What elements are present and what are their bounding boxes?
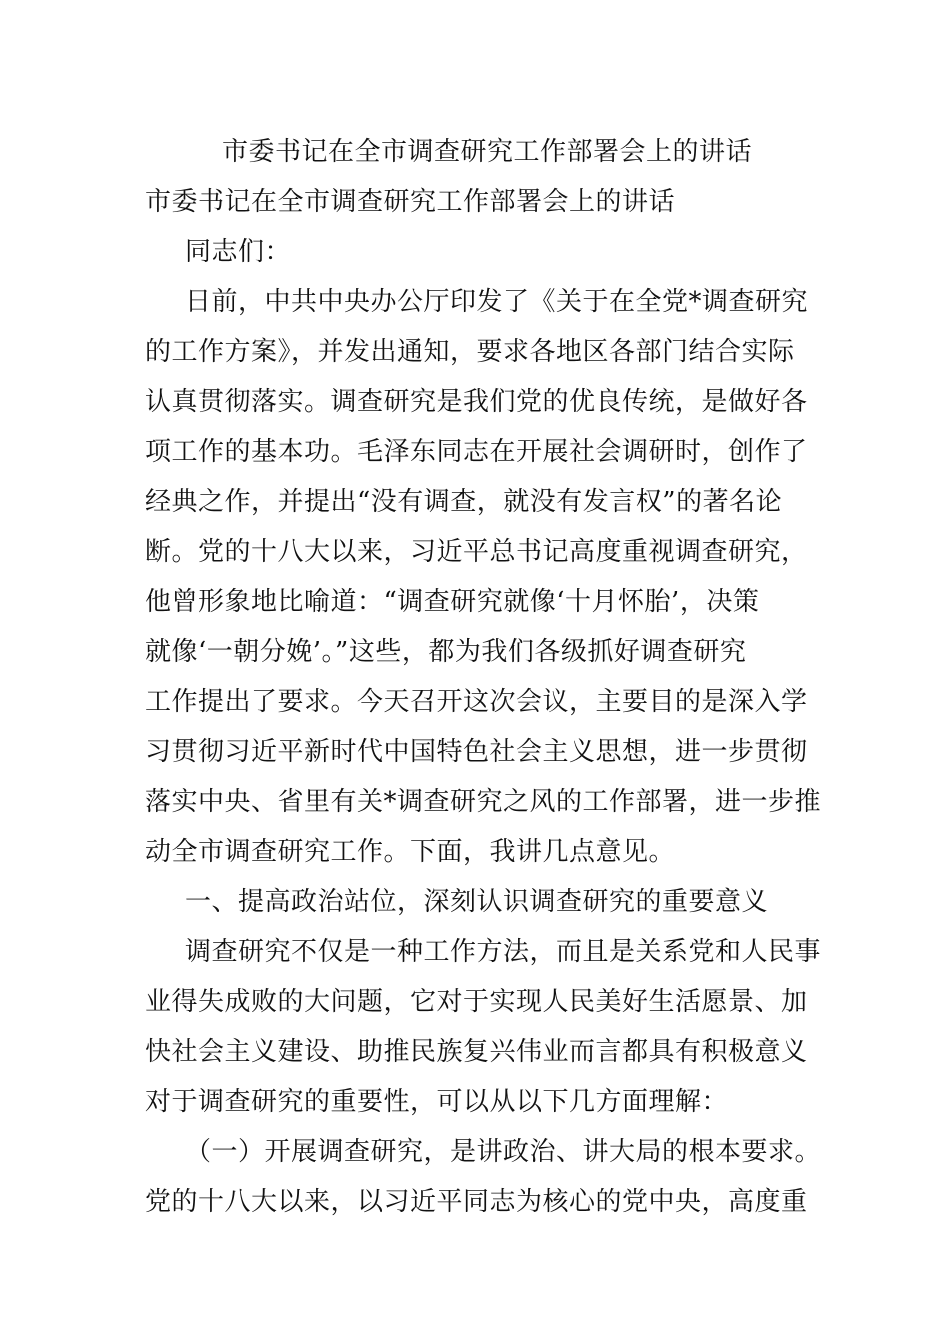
paragraph-line: 习贯彻习近平新时代中国特色社会主义思想，进一步贯彻 [145,737,808,767]
paragraph-line: 落实中央、省里有关*调查研究之风的工作部署，进一步推 [145,787,822,817]
section-heading: 一、提高政治站位，深刻认识调查研究的重要意义 [185,887,769,917]
paragraph-line: 党的十八大以来，以习近平同志为核心的党中央，高度重 [145,1187,808,1217]
paragraph-line: 调查研究不仅是一种工作方法，而且是关系党和人民事 [185,937,822,967]
salutation: 同志们： [185,237,292,267]
paragraph-line: 项工作的基本功。毛泽东同志在开展社会调研时，创作了 [145,437,808,467]
paragraph-line: 经典之作，并提出“没有调查，就没有发言权”的著名论 [145,487,783,517]
paragraph-line: 快社会主义建设、助推民族复兴伟业而言都具有积极意义 [145,1037,808,1067]
paragraph-line: 他曾形象地比喻道：“调查研究就像‘十月怀胎’，决策 [145,587,760,617]
paragraph-line: 工作提出了要求。今天召开这次会议，主要目的是深入学 [145,687,808,717]
document-title: 市委书记在全市调查研究工作部署会上的讲话 [222,137,753,167]
paragraph-line: 对于调查研究的重要性，可以从以下几方面理解： [145,1087,729,1117]
paragraph-line: 就像‘一朝分娩’。”这些，都为我们各级抓好调查研究 [145,637,747,667]
paragraph-line: 日前，中共中央办公厅印发了《关于在全党*调查研究 [185,287,809,317]
paragraph-line: 动全市调查研究工作。下面，我讲几点意见。 [145,837,676,867]
paragraph-line: 认真贯彻落实。调查研究是我们党的优良传统，是做好各 [145,387,808,417]
paragraph-line: 业得失成败的大问题，它对于实现人民美好生活愿景、加 [145,987,808,1017]
subsection-heading: （一）开展调查研究，是讲政治、讲大局的根本要求。 [185,1137,822,1167]
document-subtitle: 市委书记在全市调查研究工作部署会上的讲话 [145,187,676,217]
paragraph-line: 断。党的十八大以来，习近平总书记高度重视调查研究， [145,537,808,567]
paragraph-line: 的工作方案》，并发出通知，要求各地区各部门结合实际 [145,337,795,367]
